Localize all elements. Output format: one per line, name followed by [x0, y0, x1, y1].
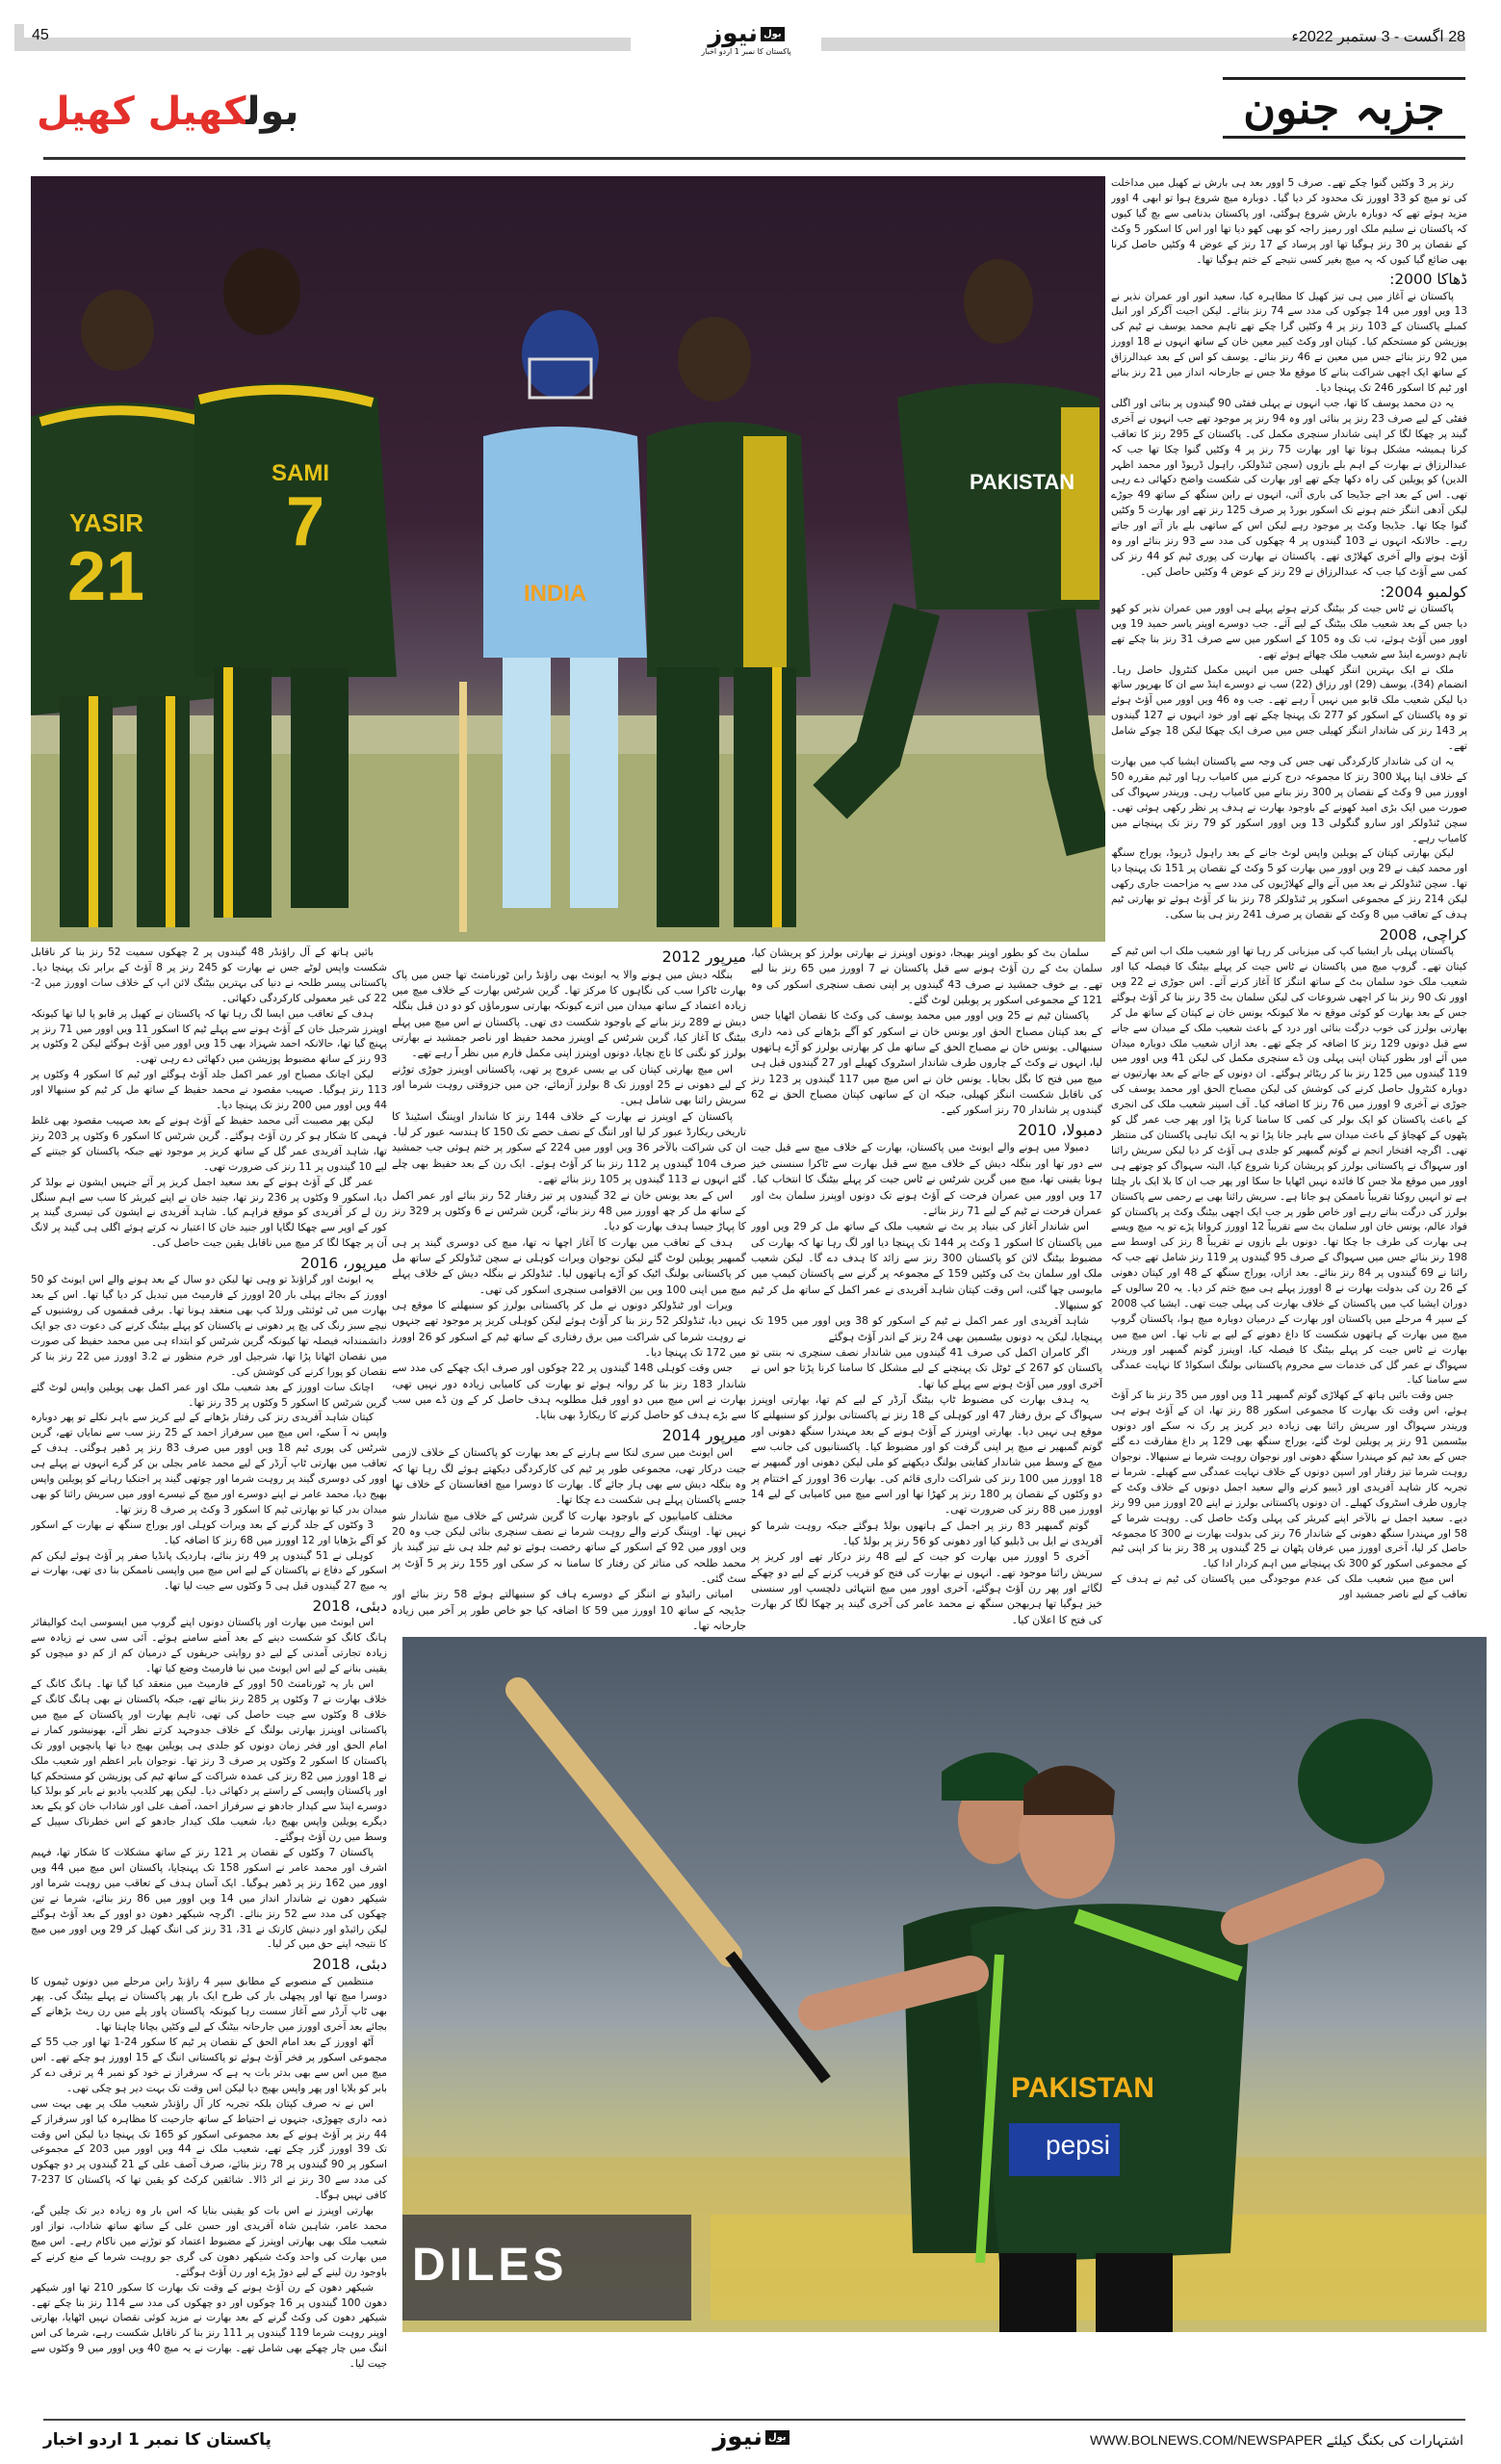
- paragraph: اس نے نہ صرف کپتان بلکہ تجربہ کار آل راؤنڈر شعیب ملک پر بھی بہت سی ذمہ داری چھوڑی، جنہوں نے احتیاط کے ساتھ جارحیت کا مظاہرہ کیا اور سرفراز کے 44 رنز پر آؤٹ ہونے کے بعد مجموعی اسکور کو 165 تک پہنچا دیا لیکن اس وقت تک 39 اوورز گزر چکے تھے، شعیب ملک نے 44 ویں اوور میں 203 کے مجموعی اسکور پر 90 گیندوں پر 78 رنز بنائے، صرف آصف علی کے 21 گیندوں پر دو چھکوں کی مدد سے 30 رنز نے اثر ڈالا۔ شائقین کرکٹ کو یقین تھا کہ پاکستان کا 237-7 کافی نہیں ہوگا۔: [31, 2097, 387, 2202]
- paragraph: جس وقت بائیں ہاتھ کے کھلاڑی گوتم گمبھیر 11 ویں اوور میں 35 رنز بنا کر آؤٹ ہوئے، اس وقت تک بھارت کا مجموعی اسکور 88 رنز تھا، ان کے آؤٹ ہوتے ہی وریندر سہواگ اور سریش رائنا بھی زیادہ دیر کریز پر رک نہ سکے اور دونوں بیٹسمین 91 رنز پر پویلین لوٹ گئے، یوراج سنگھ بھی 129 پر داغ مفارقت دے گئے جس کے بعد ٹیم کو مہندرا سنگھ دھونی اور نوجوان روہت شرما نے سنبھالا۔ نوجوان روہت شرما تیز رفتار اور اسپن دونوں کے خلاف نہایت عمدگی سے کھیلے۔ شرما نے تجربہ کار شاہد آفریدی اور ڈیبیو کرنے والے سعید اجمل دونوں کے خلاف وکٹ کے چاروں طرف اسٹروک کھیلے۔ ان دونوں پاکستانی بولرز نے اپنے 20 اوورز میں 99 رنز دیے۔ سعید اجمل نے بالآخر اپنے کیریئر کی پہلی وکٹ حاصل کی۔ روہت شرما کے 58 اور مہندرا سنگھ دھونی کے شاندار 76 رنز کی بدولت بھارت نے 300 کا مجموعہ حاصل کر لیا، آخری اوورز میں عرفان پٹھان نے 25 گیندوں پر 38 رنز بنا کر اپنی ٹیم کے مجموعی اسکور کو 300 تک پہنچانے میں اہم کردار ادا کیا۔: [1111, 1389, 1467, 1570]
- pakistan-jersey-text: PAKISTAN: [970, 470, 1075, 494]
- section-title: جزبہ جنون: [1223, 77, 1465, 139]
- paragraph: آٹھ اوورز کے بعد امام الحق کے نقصان پر ٹیم کا سکور 24-1 تھا اور جب 55 کے مجموعی اسکور پر فخر آؤٹ ہوئے تو پاکستانی اننگ کے 15 اوورز ہو چکے تھے۔ اس میچ میں اس سے بھی بدتر بات یہ ہے کہ سرفراز نے خود کو نمبر 4 پر ترقی دے کر بابر کو بلایا اور پھر واپس بھیج دیا لیکن اس وقت تک بہت دیر ہو چکی تھی۔: [31, 2036, 387, 2094]
- footer-logo: [679, 2425, 823, 2450]
- paragraph: اس ایونٹ میں سری لنکا سے ہارنے کے بعد بھارت کو پاکستان کے خلاف لازمی جیت درکار تھی، مجموعی طور پر ٹیم کی کارکردگی دیکھتے ہوئے لگ رہا تھا کہ وہ بنگلہ دیش سے بھی ہار جائے گا۔ بھارت کا دوسرا میچ افغانستان کے خلاف تھا جسے پاکستان پہلے ہی شکست دے چکا تھا۔: [392, 1446, 746, 1507]
- paragraph: 3 وکٹوں کے جلد گرنے کے بعد ویرات کوہلی اور یوراج سنگھ نے بھارت کے اسکور کو آگے بڑھایا اور 12 اوورز میں 68 رنز کا اضافہ کیا۔: [31, 1518, 387, 1546]
- photo-pakistan-team-celebration: [31, 176, 1105, 942]
- paragraph: دمبولا میں ہونے والے ایونٹ میں پاکستان، بھارت کے خلاف میچ سے قبل جیت سے دور تھا اور بنگلہ دیش کے خلاف میچ سے قبل بھارت سے ٹاکرا سنسنی خیز ہونا یقینی تھا، میچ میں گرین شرٹس نے ٹاس جیت کر پہلے بیٹنگ کا انتخاب کیا۔ 17 ویں اوور میں عمران فرحت کے آؤٹ ہونے تک دونوں اوپنرز سلمان بٹ اور عمران فرحت نے ٹیم کے لیے 71 رنز بنائے۔: [751, 1141, 1102, 1217]
- header-divider: [43, 157, 1465, 160]
- footer-url[interactable]: WWW.BOLNEWS.COM/NEWSPAPER: [1089, 2432, 1323, 2448]
- photo-afridi-celebration: [402, 1637, 1487, 2332]
- paragraph: عمر گل کے آؤٹ ہونے کے بعد سعید اجمل کریز پر آئے جنہیں ایشون نے بولڈ کر دیا، اسکور 9 وکٹوں پر 236 رنز تھا، جنید خان نے اپنے کیریئر کا سب سے اہم سنگل رن لے کر آفریدی کو موقع فراہم کیا۔ شاہد آفریدی نے ایشون کی تیسری گیند پر کور کے اوپر سے چھکا لگایا اور جنید خان کا اعتبار نہ کرتے ہوئے اگلی ہی گیند پر لانگ آن پر چھکا لگا کر میچ میں ناقابل یقین جیت حاصل کی۔: [31, 1176, 387, 1250]
- paragraph: لیکن بھارتی کپتان کے پویلین واپس لوٹ جانے کے بعد راہول ڈریوڈ، یوراج سنگھ اور محمد کیف نے 29 ویں اوور میں بھارت کو 5 وکٹ کے نقصان پر 151 تک پہنچا دیا تھا۔ سچن ٹنڈولکر نے بعد میں آنے والے کھلاڑیوں کی مدد سے یہ مزاحمت جاری رکھی لیکن 214 رنز کے مجموعی اسکور پر ٹنڈولکر 78 رنز بنا کر آؤٹ ہوئے تو بھارتی ٹیم ہدف کے تعاقب میں 8 وکٹ کے نقصان پر صرف 241 رنز ہی بنا سکی۔: [1111, 847, 1467, 921]
- paragraph: پاکستان نے ٹاس جیت کر بیٹنگ کرتے ہوئے پہلے ہی اوور میں عمران نذیر کو کھو دیا جس کے بعد شعیب ملک بیٹنگ کے لیے آئے۔ جب دوسرے اوپنر یاسر حمید 19 ویں اوور میں آؤٹ ہوئے، تب تک وہ 105 کے اسکور میں سے صرف 31 رنز بنا چکے تھے تاہم دوسرے اینڈ سے شعیب ملک چھائے ہوئے تھے۔: [1111, 602, 1467, 661]
- paragraph: رنز پر 3 وکٹیں گنوا چکے تھے۔ صرف 5 اوور بعد ہی بارش نے کھیل میں مداخلت کی تو میچ کو 33 اوورز تک محدود کر دیا گیا۔ دوبارہ میچ شروع ہوا تو ابھی 4 اوور مزید ہوئے تھے کہ دوبارہ بارش شروع ہوگئی، اور پاکستان بدنامی سے بچ گیا کیوں کہ پاکستان نے سلیم ملک اور رمیز راجہ کو بھی کھو دیا تھا اور اس کا اسکور 5 وکٹ کے نقصان پر 30 رنز ہوگیا تھا اور پرساد کے 17 رنز کے عوض 4 وکٹیں حاصل کرنا بھی ضائع گیا کیوں کہ یہ میچ بغیر کسی نتیجے کے ختم ہوگیا تھا۔: [1111, 177, 1467, 266]
- subheading: کراچی، 2008: [1379, 925, 1467, 944]
- masthead-box: بول: [761, 27, 785, 41]
- paragraph: ہدف کے تعاقب میں ایسا لگ رہا تھا کہ پاکستان نے کھیل پر قابو پا لیا تھا کیونکہ اوپنرز شرجیل خان کے آؤٹ ہونے سے پہلے ٹیم کا اسکور 11 ویں اوور میں 71 رنز پر پہنچ گیا تھا، حالانکہ احمد شہزاد بھی 15 ویں اوور میں آؤٹ ہوگئے لیکن 2 وکٹوں پر 93 رنز کے ساتھ مضبوط پوزیشن میں دکھائی دے رہی تھی۔: [31, 1007, 387, 1066]
- paragraph: لیکن اچانک مصباح اور عمر اکمل جلد آؤٹ ہوگئے اور ٹیم کا اسکور 4 وکٹوں پر 113 رنز ہوگیا۔ صہیب مقصود نے محمد حفیظ کے ساتھ مل کر ٹیم کو سنبھالا اور 44 ویں اوور میں 200 رنز تک پہنچا دیا۔: [31, 1069, 387, 1112]
- paragraph: کپتان شاہد آفریدی رنز کی رفتار بڑھانے کے لیے کریز سے باہر نکلے تو پھر دوبارہ واپس نہ آ سکے، اس میچ میں سرفراز احمد کے 25 رنز سب سے نمایاں تھے، گرین شرٹس کی پوری ٹیم 18 ویں اوور میں صرف 83 رنز پر ڈھیر ہوگئی۔ ہدف کے تعاقب میں بھارتی ٹاپ آرڈر کے لیے محمد عامر بجلی بن کر گرے انہوں نے پہلے ہی اوور کی دوسری گیند پر روہت شرما اور چوتھی گیند پر اجنکیا رہانے کو پویلین واپس بھیج دیا، محمد عامر نے اپنے دوسرے اور میچ کے تیسرے اوور میں سریش رائنا کو بھی میدان بدر کیا تو بھارتی ٹیم کا اسکور 3 وکٹ پر صرف 8 رنز تھا۔: [31, 1412, 387, 1516]
- footer-divider: [43, 2419, 1465, 2421]
- article-column-left: [31, 946, 387, 2433]
- masthead-logo: [674, 21, 818, 56]
- paragraph: امباتی رائیڈو نے اننگز کے دوسرے ہاف کو سنبھالتے ہوئے 58 رنز بنائے اور جڈیجہ کے ساتھ 10 اوورز میں 59 کا اضافہ کیا جو خاص طور پر آخر میں زیادہ جارحانہ تھا۔: [392, 1588, 746, 1633]
- footer-advert-info: [1059, 2432, 1463, 2449]
- paragraph: کوہلی نے 51 گیندوں پر 49 رنز بنائے، ہاردیک پانڈیا صفر پر آؤٹ ہوئے لیکن کم اسکور کے دفاع نے پاکستان کے لیے اس میچ میں واپسی ناممکن بنا دی تھی، بھارت نے یہ میچ 27 گیندوں قبل ہی 5 وکٹوں سے جیت لیا تھا۔: [31, 1549, 387, 1593]
- paragraph: پاکستان نے آغاز میں ہی تیز کھیل کا مظاہرہ کیا، سعید انور اور عمران نذیر نے 13 ویں اوور میں 14 چوکوں کی مدد سے 74 رنز بنائے۔ لیکن اجیت آگرکر اور انیل کمبلے پاکستان کے 103 رنز پر 4 وکٹیں گرا چکے تھے تاہم محمد یوسف نے ٹیم کی پوزیشن کو مستحکم کیا۔ کپتان اور وکٹ کیپر معین خان کے ساتھ انہوں نے 18 اوورز میں 92 رنز بنائے جس میں معین نے 46 رنز بنائے۔ یوسف کو اس کے بعد عبدالرزاق کے ساتھ ایک اچھی شراکت بنانے کا موقع ملا جس نے جارحانہ انداز میں 21 رنز بنائے اور ٹیم کا اسکور 246 تک پہنچا دیا۔: [1111, 290, 1467, 395]
- paragraph: بنگلہ دیش میں ہونے والا یہ ایونٹ بھی راؤنڈ رابن ٹورنامنٹ تھا جس میں پاک بھارت ٹاکرا سب کی نگاہوں کا مرکز تھا۔ گرین شرٹس بھارت کے خلاف میچ میں زیادہ اعتماد کے ساتھ میدان میں اترے کیونکہ بھارتی سورماؤں کو دو دن قبل بنگلہ دیش نے 289 رنز بنانے کے باوجود شکست دی تھی۔ پاکستان نے اس میچ میں پہلے بیٹنگ کا آغاز کیا، گرین شرٹس کے اوپنرز محمد حفیظ اور ناصر جمشید نے بھارتی بولرز کو نگنی کا ناچ نچایا، دونوں اوپنرز اپنی مکمل فارم میں نظر آ رہے تھے۔: [392, 968, 746, 1060]
- footer-logo-box: بول: [765, 2430, 789, 2445]
- paragraph: شاہد آفریدی اور عمر اکمل نے ٹیم کے اسکور کو 38 ویں اوور میں 195 تک پہنچایا، لیکن یہ دونوں بیٹسمین بھی 24 رنز کے اندر آؤٹ ہوگئے: [751, 1314, 1102, 1343]
- masthead-word: نیوز: [708, 19, 758, 48]
- paragraph: ویرات اور ٹنڈولکر دونوں نے مل کر پاکستانی بولرز کو سنبھلنے کا موقع ہی نہیں دیا، ٹنڈولکر 52 رنز بنا کر آؤٹ ہوئے لیکن کوہلی کریز پر موجود تھے جنہوں نے روہت شرما کی شراکت میں برق رفتاری کے ساتھ ٹیم کے اسکور کو 26 اوورز میں 172 تک پہنچا دیا۔: [392, 1298, 746, 1359]
- article-column-mid-right: [751, 946, 1102, 1634]
- subheading: دمبولا، 2010: [1018, 1120, 1102, 1139]
- issue-date: 28 اگست - 3 ستمبر 2022ء: [1291, 29, 1465, 45]
- paragraph: ملک نے ایک بہترین اننگز کھیلی جس میں انہیں مکمل کنٹرول حاصل رہا۔ انضمام (34)، یوسف (29) اور رزاق (22) سب نے دوسرے اینڈ سے ان کا بھرپور ساتھ دیا لیکن شعیب ملک قابو میں نہیں آ رہے تھے۔ جب وہ 46 ویں اوور میں آؤٹ ہوئے تو وہ پاکستان کے اسکور کو 277 تک پہنچا چکے تھے اور خود انہوں نے 127 گیندوں پر 143 رنز کی شاندار اننگز کھیلی جس میں صرف ایک چھکا لیکن 18 چوکے شامل تھے۔: [1111, 663, 1467, 753]
- paragraph: بھارتی اوپنرز نے اس بات کو یقینی بنایا کہ اس بار وہ زیادہ دیر تک چلیں گے، محمد عامر، شاہین شاہ آفریدی اور حسن علی کے ساتھ ساتھ شاداب، نواز اور شعیب ملک بھی بھارتی اوپنرز کے مضبوط اعتماد کو توڑنے میں ناکام رہے۔ اس میچ میں بھارت کی واحد وکٹ شیکھر دھون کی گری جو روہت شرما کے منع کرنے کے باوجود رن لینے کے لیے دوڑ پڑے اور رن آؤٹ ہوگئے۔: [31, 2205, 387, 2278]
- photo-illustration: [31, 176, 1105, 942]
- photo2-illustration: [402, 1637, 1487, 2332]
- subheading: میرپور، 2016: [300, 1255, 387, 1273]
- paragraph: لیکن پھر مصیبت آئی محمد حفیظ کے آؤٹ ہونے کے بعد صہیب مقصود بھی غلط فہمی کا شکار ہو کر رن آؤٹ ہوگئے۔ گرین شرٹس کا اسکور 6 وکٹوں پر 203 رنز تھا، شاہد آفریدی عمر گل کے ساتھ کریز پر موجود تھے جبکہ پاکستان کو جیتنے کے لیے 10 گیندوں پر 11 رنز کی ضرورت تھی۔: [31, 1114, 387, 1173]
- paragraph: منتظمین کے منصوبے کے مطابق سپر 4 راؤنڈ رابن مرحلے میں دونوں ٹیموں کا دوسرا میچ تھا اور پچھلی بار کی طرح ایک بار پھر پاکستان نے پہلے بیٹنگ کی۔ پھر بھی ٹاپ آرڈر سے آغاز سست رہا کیونکہ پاکستان پاور پلے میں رن ریٹ بڑھانے کے بجائے بعد آخری اوورز میں جارحانہ بیٹنگ کے لیے وکٹیں بچانا چاہتا تھا۔: [31, 1975, 387, 2034]
- paragraph: پاکستان کے اوپنرز نے بھارت کے خلاف 144 رنز کا شاندار اوپننگ اسٹینڈ کا تاریخی ریکارڈ عبور کر لیا اور اننگ کے نصف حصے تک 150 کا ہندسہ عبور کر لیا۔ ان کی شراکت بالآخر 36 ویں اوور میں 224 کے سکور پر ختم ہوئی جب جمشید صرف 104 گیندوں پر 112 رنز بنا کر آؤٹ ہوئے۔ ایک رن کے بعد حفیظ بھی چلے گئے انہوں نے 113 گیندوں پر 105 رنز بنائے تھے۔: [392, 1109, 746, 1186]
- paragraph: پاکستان پہلی بار ایشیا کپ کی میزبانی کر رہا تھا اور شعیب ملک اب اس ٹیم کے کپتان تھے۔ گروپ میچ میں پاکستان نے ٹاس جیت کر پہلے بیٹنگ کا فیصلہ کیا اور شعیب ملک خود سلمان بٹ کے ساتھ اننگز کا آغاز کرنے آئے۔ اس جوڑی نے 22 ویں اوور تک 90 رنز بنا کر اچھی شروعات کی لیکن سلمان بٹ 35 رنز بنا کر آؤٹ ہوگئے جس کے بعد بھارت کو کوئی موقع نہ ملا کیونکہ یونس خان نے کپتان کے ساتھ مل کر بھارتی بولرز کی خوب درگت بنائی اور درد کے باعث شعیب ملک کے میدان سے جانے سے قبل دونوں 129 رنز کا اضافہ کر چکے تھے۔ بعد ازاں شعیب ملک دوبارہ میدان میں آئے اور بطور کپتان اپنی پہلی ون ڈے سنچری مکمل کی لیکن 41 ویں اوور میں 119 گیندوں میں 125 رنز بنا کر ریٹائر ہوگئے۔ ان دونوں کے جانے کے بعد بھارتیوں نے دوبارہ کنٹرول حاصل کرنے کی کوشش کی لیکن مصباح الحق اور محمد یوسف کی جوڑی نے آخری 9 اوورز میں 76 رنز کا اضافہ کیا۔ آف اسپنر شعیب ملک کی انجری کے باعث پاکستان کو ایک بولر کی کمی کا سامنا کرنا پڑا اور پھر جب عمر گل کو پٹھوں کے کھچاؤ کے باعث میدان سے باہر جانا پڑا تو یہ ایک تباہی پاکستان کی منتظر تھی۔ اگرچہ افتخار انجم نے گوتم گمبھیر کو جلدی ہی آؤٹ کر دیا لیکن سریش رائنا اور سہواگ نے پاکستانی بولرز کو پریشان کرنا شروع کیا، البتہ سہواگ کو چوتھے ہی اوور میں موقع ملا جس کا فائدہ نہیں اٹھایا جا سکا اور پھر جب ان کا بلا ایک بار چلتا ہے تو انہیں روکنا تقریباً ناممکن ہو جاتا ہے۔ سریش رائنا بھی بے رحمی سے پاکستان بولرز کی درگت بناتے رہے اور خاص طور پر جب ایک اچھی بیٹنگ وکٹ پر پاکستان کو فواد عالم، یونس خان اور سلمان بٹ سے تقریباً 12 اوورز کروانا پڑے تو یہ میچ ویسے ہی بھارت کی طرف جا چکا تھا۔ دونوں بلے بازوں نے تقریباً 8 رنز کی اوسط سے 198 رنز بنائے جس میں سہواگ کے صرف 95 گیندوں پر 119 رنز شامل تھے جب کہ رائنا نے 69 گیندوں پر 84 رنز بنائے۔ بعد ازاں، یوراج سنگھ کے 48 اور کپتان دھونی کے 26 رن کی بدولت بھارت نے 8 اوورز پہلے ہی میچ ختم کر دیا۔ یہ 20 سالوں کے دوران ایشیا کپ میں پاکستان کے خلاف بھارت کی پہلی جیت تھی۔ ایشیا کپ 2008 کے سپر 4 مرحلے میں پاکستان اور بھارت کے درمیان دوبارہ میچ ہوا، پاکستان گروپ میچ میں بھارت کے ہاتھوں شکست کا داغ دھونے کے لیے بے تاب تھا۔ اس میچ میں بھارت نے ٹاس جیت کر پہلے بیٹنگ کا فیصلہ کیا، اوپنرز گوتم گمبھیر اور وریندر سہواگ نے عمر گل کی خدمات سے محروم پاکستانی بولنگ اسکواڈ کا نہایت عمدگی سے سامنا کیا۔: [1111, 946, 1467, 1387]
- footer-ad-booking: اشتہارات کی بکنگ کیلئے: [1326, 2432, 1463, 2448]
- paragraph: شیکھر دھون کے رن آؤٹ ہونے کے وقت تک بھارت کا سکور 210 تھا اور شیکھر دھون 100 گیندوں پر 16 چوکوں اور دو چھکوں کی مدد سے 114 رنز بنا چکے تھے۔ شیکھر دھون کی وکٹ گرنے کے بعد بھارت نے مزید کوئی نقصان نہیں اٹھایا، بھارتی اوپنر روہت شرما 119 گیندوں پر 111 رنز بنا کر ناقابل شکست رہے، شرما کی اس اننگ میں چار چھکے بھی شامل تھے۔ بھارت نے یہ میچ 40 ویں اوور میں 9 وکٹوں سے جیت لیا۔: [31, 2281, 387, 2371]
- pakistan-shirt-text: PAKISTAN: [1011, 2072, 1154, 2104]
- paragraph: اگر کامران اکمل کی صرف 41 گیندوں میں شاندار نصف سنچری نہ بنتی تو پاکستان کو 267 کے ٹوٹل تک پہنچنے کے لیے مشکل کا سامنا کرنا پڑتا جو اس نے آخری اوور میں آؤٹ ہونے سے پہلے کیا تھا۔: [751, 1345, 1102, 1390]
- paragraph: یہ دن محمد یوسف کا تھا، جب انہوں نے پہلی ففٹی 90 گیندوں پر بنائی اور اگلی ففٹی کے لیے صرف 23 رنز پر بنائی اور وہ 94 رنز پر موجود تھے جب انہوں نے آخری گیند پر چھکا لگا کر اپنی شاندار سنچری مکمل کی۔ پاکستان کے 295 رنز کا تعاقب کرنا ہمیشہ مشکل ہوتا تھا اور بھارت 75 رنز پر 4 وکٹیں گنوا چکا تھا جب کہ عبدالرزاق نے بھارت کے اہم بلے بازوں (سچن ٹنڈولکر، راہول ڈریوڈ اور محمد اظہر الدین) کو پویلین کی راہ دکھا چکے تھے اور بھارت کی شکست واضح دکھائی دے رہی تھی۔ اس کے بعد اجے جڈیجا کی باری آئی، انہوں نے رابن سنگھ کے ساتھ 49 جوڑے لیکن آدھی اننگز ختم ہونے تک اسکور بورڈ پر صرف 125 رنز تھے اور بھارت 5 وکٹیں گنوا چکا تھا۔ جڈیجا وکٹ پر موجود رہے لیکن اس کے ساتھی بلے باز آتے اور جاتے رہے۔ حالانکہ انہوں نے 103 گیندوں پر 4 چھکوں کی مدد سے 93 رنز بنائے اور وہ آؤٹ ہونے والے آخری کھلاڑی تھے۔ پاکستان نے بھارت کی پوری ٹیم کو 44 رنز کی کمی سے آؤٹ کیا جب کہ عبدالرزاق نے 29 رنز کے عوض 4 وکٹیں حاصل کیں۔: [1111, 397, 1467, 578]
- jersey-name-yasir: YASIR: [69, 508, 144, 537]
- paragraph: اس کے بعد یونس خان نے 32 گیندوں پر تیز رفتار 52 رنز بنائے اور عمر اکمل کے ساتھ مل کر چھ اوورز میں 48 رنز بنائے، گرین شرٹس نے 6 وکٹوں پر 329 رنز کا پہاڑ جیسا ہدف بھارت کو دیا۔: [392, 1188, 746, 1233]
- article-column-mid-left: [392, 946, 746, 1634]
- article-column-right: [1111, 176, 1467, 1635]
- paragraph: اس ایونٹ میں بھارت اور پاکستان دونوں اپنے گروپ میں ایسوسی ایٹ کوالیفائر ہانگ کانگ کو شکست دینے کے بعد آمنے سامنے ہوئے۔ آئی سی سی نے زیادہ سے زیادہ تجارتی آمدنی کے لیے دو روایتی حریفوں کے درمیان کم از کم دو میچوں کو یقینی بنانے کے لیے اس ایونٹ میں نیا فارمیٹ وضع کیا تھا۔: [31, 1617, 387, 1675]
- footer-logo-word: نیوز: [712, 2423, 763, 2451]
- subheading: میرپور 2012: [661, 947, 746, 966]
- page-number: 45: [32, 27, 49, 43]
- sports-logo-black: بول: [246, 90, 299, 134]
- sponsor-logo: pepsi: [1046, 2130, 1110, 2160]
- jersey-number-21: 21: [67, 538, 145, 615]
- subheading: دبئی، 2018: [312, 1597, 387, 1616]
- paragraph: جس وقت کوہلی 148 گیندوں پر 22 چوکوں اور صرف ایک چھکے کی مدد سے شاندار 183 رنز بنا کر روانہ ہوئے تو بھارت کی کامیابی زیادہ دور نہیں تھی، بھارت نے اس میچ میں دو اوور قبل مطلوبہ ہدف حاصل کر کے ون ڈے میں سب سے بڑے ہدف کو حاصل کرنے کا ریکارڈ بھی بنایا۔: [392, 1362, 746, 1422]
- paragraph: اس بار یہ ٹورنامنٹ 50 اوور کے فارمیٹ میں منعقد کیا گیا تھا۔ ہانگ کانگ کے خلاف بھارت نے 7 وکٹوں پر 285 رنز بنائے تھے، جبکہ پاکستان نے بھی ہانگ کانگ کے خلاف 8 وکٹوں سے جیت حاصل کی تھی، تاہم بھارت اور پاکستان کے میچ میں پاکستانی اوپنرز بھارتی بولنگ کے خلاف جدوجہد کرتے نظر آئے، بھونیشور کمار نے امام الحق اور فخر زمان دونوں کو جلدی ہی پویلین بھیج دیا تھا پانچویں اوور تک پاکستان کا اسکور 2 وکٹوں پر صرف 3 رنز تھا۔ نوجوان بابر اعظم اور شعیب ملک نے 18 اوورز میں 82 رنز کی عمدہ شراکت کے ساتھ ٹیم کی پوزیشن کو مستحکم کیا اور پاکستان واپسی کے راستے پر دکھائی دیا۔ لیکن پھر کلدیپ یادیو نے بابر کو بولڈ کیا دوسرے اینڈ سے کیدار جادھو نے سرفراز احمد، آصف علی اور شاداب خان کو یکے بعد دیگرے پویلین واپس بھیج دیا، شعیب ملک کیدار جادھو کے اس خطرناک سپیل کے وسط میں رن آؤٹ ہوگئے۔: [31, 1678, 387, 1844]
- paragraph: اچانک سات اوورز کے بعد شعیب ملک اور عمر اکمل بھی پویلین واپس لوٹ گئے گرین شرٹس کا اسکور 5 وکٹوں پر 35 رنز تھا۔: [31, 1381, 387, 1409]
- paragraph: بائیں ہاتھ کے آل راؤنڈر 48 گیندوں پر 2 چھکوں سمیت 52 رنز بنا کر ناقابل شکست واپس لوٹے جس نے بھارت کو 245 رنز پر 8 آؤٹ کے برابر تک پہنچا دیا۔ پاکستانی پیسر طلحہ نے دنیا کی بہترین بیٹنگ لائن اپ کے خلاف سات اوورز میں 2-22 کی غیر معمولی کارکردگی دکھائی۔: [31, 947, 387, 1004]
- paragraph: یہ ایونٹ اور گراؤنڈ تو وہی تھا لیکن دو سال کے بعد ہونے والے اس ایونٹ کو 50 اوورز کے بجائے پہلی بار 20 اوورز کے فارمیٹ میں تبدیل کر دیا گیا تھا۔ اس کے بعد بھارت میں ٹی ٹوئنٹی ورلڈ کپ بھی منعقد ہونا تھا۔ برقی قمقموں کی روشنیوں کے نیچے سبز رنگ کی پچ پر دھونی نے پاکستان کو پہلے بیٹنگ کرنے کی دعوت دی جو ایک دانشمندانہ فیصلہ تھا کیونکہ گرین شرٹس کو ابتداء ہی میں محمد حفیظ کی صورت میں نقصان اٹھانا پڑا تھا، شرجیل اور خرم منظور نے 3.2 اوورز میں 22 رنز بنا کر نقصان کو پورا کرنے کی کوشش کی۔: [31, 1274, 387, 1378]
- masthead-tagline: پاکستان کا نمبر 1 اردو اخبار: [701, 47, 791, 56]
- india-jersey-text: INDIA: [524, 581, 587, 607]
- board-text: DILES: [412, 2240, 568, 2291]
- paragraph: اس میچ میں شعیب ملک کی عدم موجودگی میں پاکستان کی ٹیم نے ہدف کے تعاقب کے لیے ناصر جمشید اور: [1111, 1573, 1467, 1601]
- jersey-name-sami: SAMI: [272, 460, 329, 486]
- paragraph: گوتم گمبھیر 83 رنز پر اجمل کے ہاتھوں بولڈ ہوگئے جبکہ روہت شرما کو آفریدی نے ایل بی ڈبلیو کیا اور دھونی کو 56 رنز پر بولڈ کیا۔: [751, 1518, 1102, 1548]
- paragraph: پاکستان 7 وکٹوں کے نقصان پر 121 رنز کے ساتھ مشکلات کا شکار تھا، فہیم اشرف اور محمد عامر نے اسکور 158 تک پہنچایا، پاکستان اس میچ میں 44 ویں اوور میں 162 رنز پر ڈھیر ہوگیا۔ ایک آسان ہدف کے تعاقب میں روہت شرما اور شیکھر دھون نے شاندار انداز میں 14 ویں اوور میں 86 رنز بنائے، شرما نے تین چھکوں کی مدد سے 52 رنز بنائے۔ اگرچہ شیکھر دھون دو اوور کے بعد آؤٹ ہوگئے لیکن رائیڈو اور دنیش کارتک نے 31، 31 رنز کی اننگ کھیل کر 29 ویں اوور میں میچ کا نتیجہ اپنے حق میں کر لیا۔: [31, 1847, 387, 1951]
- subheading: کولمبو 2004:: [1380, 583, 1467, 601]
- paragraph: اس میچ بھارتی کپتان کی بے بسی عروج پر تھی، پاکستانی اوپنرز جوڑی توڑنے کے لیے دھونی نے 25 اوورز تک 8 بولرز آزمائے، جن میں جزوقتی روہت شرما اور سریش رائنا بھی شامل ہیں۔: [392, 1062, 746, 1107]
- paragraph: مختلف کامیابیوں کے باوجود بھارت کا گرین شرٹس کے خلاف میچ شاندار شو نہیں تھا۔ اوپننگ کرنے والے روہت شرما نے نصف سنچری بنائی لیکن جب وہ 20 ویں اوور میں 92 کے اسکور کے ساتھ رخصت ہوئے تو ٹیم جلد ہی نئے تیز گیند باز محمد طلحہ کی متاثر کن رفتار کا سامنا نہ کر سکی اور 155 رنز پر 5 آؤٹ پر سٹ گئی۔: [392, 1509, 746, 1586]
- jersey-number-7: 7: [286, 483, 325, 560]
- paragraph: یہ ہدف بھارت کی مضبوط ٹاپ بیٹنگ آرڈر کے لیے کم تھا، بھارتی اوپنرز سہواگ کے برق رفتار 47 اور کوہلی کے 18 رنز نے پاکستانی بولرز کو سنبھلنے کا موقع ہی نہیں دیا۔ بھارتی اوپنرز کے آؤٹ ہونے کے بعد مہندرا سنگھ دھونی اور گوتم گمبھیر نے میچ پر اپنی گرفت کو اور مضبوط کیا۔ پاکستانیوں کی جانب سے میچ کے وسط میں شاندار کفایتی بولنگ دیکھنے کو ملی لیکن دھونی اور گمبھیر نے 18 اوورز میں 100 رنز کی شراکت داری قائم کی۔ بھارت 36 اوورز کے اختتام پر دو وکٹوں کے نقصان پر 180 رنز پر کھڑا تھا اور اسے میچ میں کامیابی کے لیے 14 اوورز میں 88 رنز کی ضرورت تھی۔: [751, 1392, 1102, 1517]
- subheading: ڈھاکا 2000:: [1389, 271, 1467, 289]
- sports-logo-red: کھیل کھیل: [37, 90, 246, 134]
- footer-tagline: پاکستان کا نمبر 1 اردو اخبار: [43, 2430, 272, 2450]
- subheading: میرپور 2014: [661, 1425, 746, 1444]
- sports-section-logo: [37, 83, 325, 141]
- paragraph: پاکستان ٹیم نے 25 ویں اوور میں محمد یوسف کی وکٹ کا نقصان اٹھایا جس کے بعد کپتان مصباح الحق اور یونس خان نے اسکور کو آگے بڑھانے کی ذمہ داری سنبھالی۔ یونس خان نے مصباح الحق کے ساتھ مل کر بھارتی بولرز کو آڑے ہاتھوں لیا، انہوں نے وکٹ کے چاروں طرف شاندار اسٹروک کھیلے اور 27 گیندوں قبل ہی میچ میں فتح کا بگل بجایا۔ یونس خان نے اس میچ میں 117 گیندوں پر 123 رنز کی ناقابل شکست اننگز کھیلی، جبکہ ان کے ساتھی کپتان مصباح الحق نے 62 گیندوں پر شاندار 70 رنز اسکور کیے۔: [751, 1009, 1102, 1117]
- subheading: دبئی، 2018: [312, 1956, 387, 1974]
- paragraph: سلمان بٹ کو بطور اوپنر بھیجا، دونوں اوپنرز نے بھارتی بولرز کو پریشان کیا، سلمان بٹ کے رن آؤٹ ہونے سے قبل پاکستان نے 7 اوورز میں 65 رنز بنا لیے تھے۔ بے خوف جمشید نے صرف 43 گیندوں پر اپنی نصف سنچری اسکور کی وہ 121 کے مجموعی اسکور پر پویلین لوٹ گئے۔: [751, 947, 1102, 1007]
- paragraph: ہدف کے تعاقب میں بھارت کا آغاز اچھا نہ تھا، میچ کی دوسری گیند پر ہی گمبھیر پویلین لوٹ گئے لیکن نوجوان ویرات کوہلی نے سچن ٹنڈولکر کے ساتھ مل کر پاکستانی بولنگ اٹیک کو آڑے ہاتھوں لیا۔ ٹنڈولکر نے بنگلہ دیش کے خلاف پہلے میچ میں اپنی 100 ویں بین الاقوامی سنچری اسکور کی تھی۔: [392, 1235, 746, 1296]
- paragraph: یہ ان کی شاندار کارکردگی تھی جس کی وجہ سے پاکستان ایشیا کپ میں بھارت کے خلاف اپنا پہلا 300 رنز کا مجموعہ درج کرنے میں کامیاب رہا اور ٹیم مقررہ 50 اوورز میں 9 وکٹ کے نقصان پر 300 رنز بنانے میں کامیاب رہی۔ وریندر سہواگ کی صورت میں ایک بڑی امید کھونے کے باوجود بھارت نے ہدف پر نظر رکھی ہوئی تھی۔ سچن ٹنڈولکر اور سارو گنگولی 13 ویں اوور اسکور کو 79 رنز تک پہنچانے میں کامیاب رہے۔: [1111, 756, 1467, 844]
- paragraph: آخری 5 اوورز میں بھارت کو جیت کے لیے 48 رنز درکار تھے اور کریز پر سریش رائنا موجود تھے۔ انہوں نے بھارت کی فتح کو قریب کرنے کے لیے دو چھکے لگائے اور پھر رن آؤٹ ہوگئے، آخری اوور میں میچ انتہائی دلچسپ اور سنسنی خیز ہوگیا تھا ہربھجن سنگھ نے محمد عامر کی آخری گیند پر چھکا لگا کر بھارت کی فتح کا اعلان کیا۔: [751, 1550, 1102, 1626]
- paragraph: اس شاندار آغاز کی بنیاد پر بٹ نے شعیب ملک کے ساتھ مل کر 29 ویں اوور میں پاکستان کا اسکور 1 وکٹ پر 144 تک پہنچا دیا اور لگ رہا تھا کہ بھارت کی مضبوط بیٹنگ لائن کو پاکستان 300 رنز سے زائد کا ہدف دے گا۔ لیکن شعیب ملک اور سلمان بٹ کی وکٹیں 159 کے مجموعہ پر گرنے سے پاکستان کیمپ میں مایوسی چھا گئی، اس وقت کپتان شاہد آفریدی نے عمر اکمل کے ساتھ مل کر ٹیم کو سنبھالا۔: [751, 1220, 1102, 1311]
